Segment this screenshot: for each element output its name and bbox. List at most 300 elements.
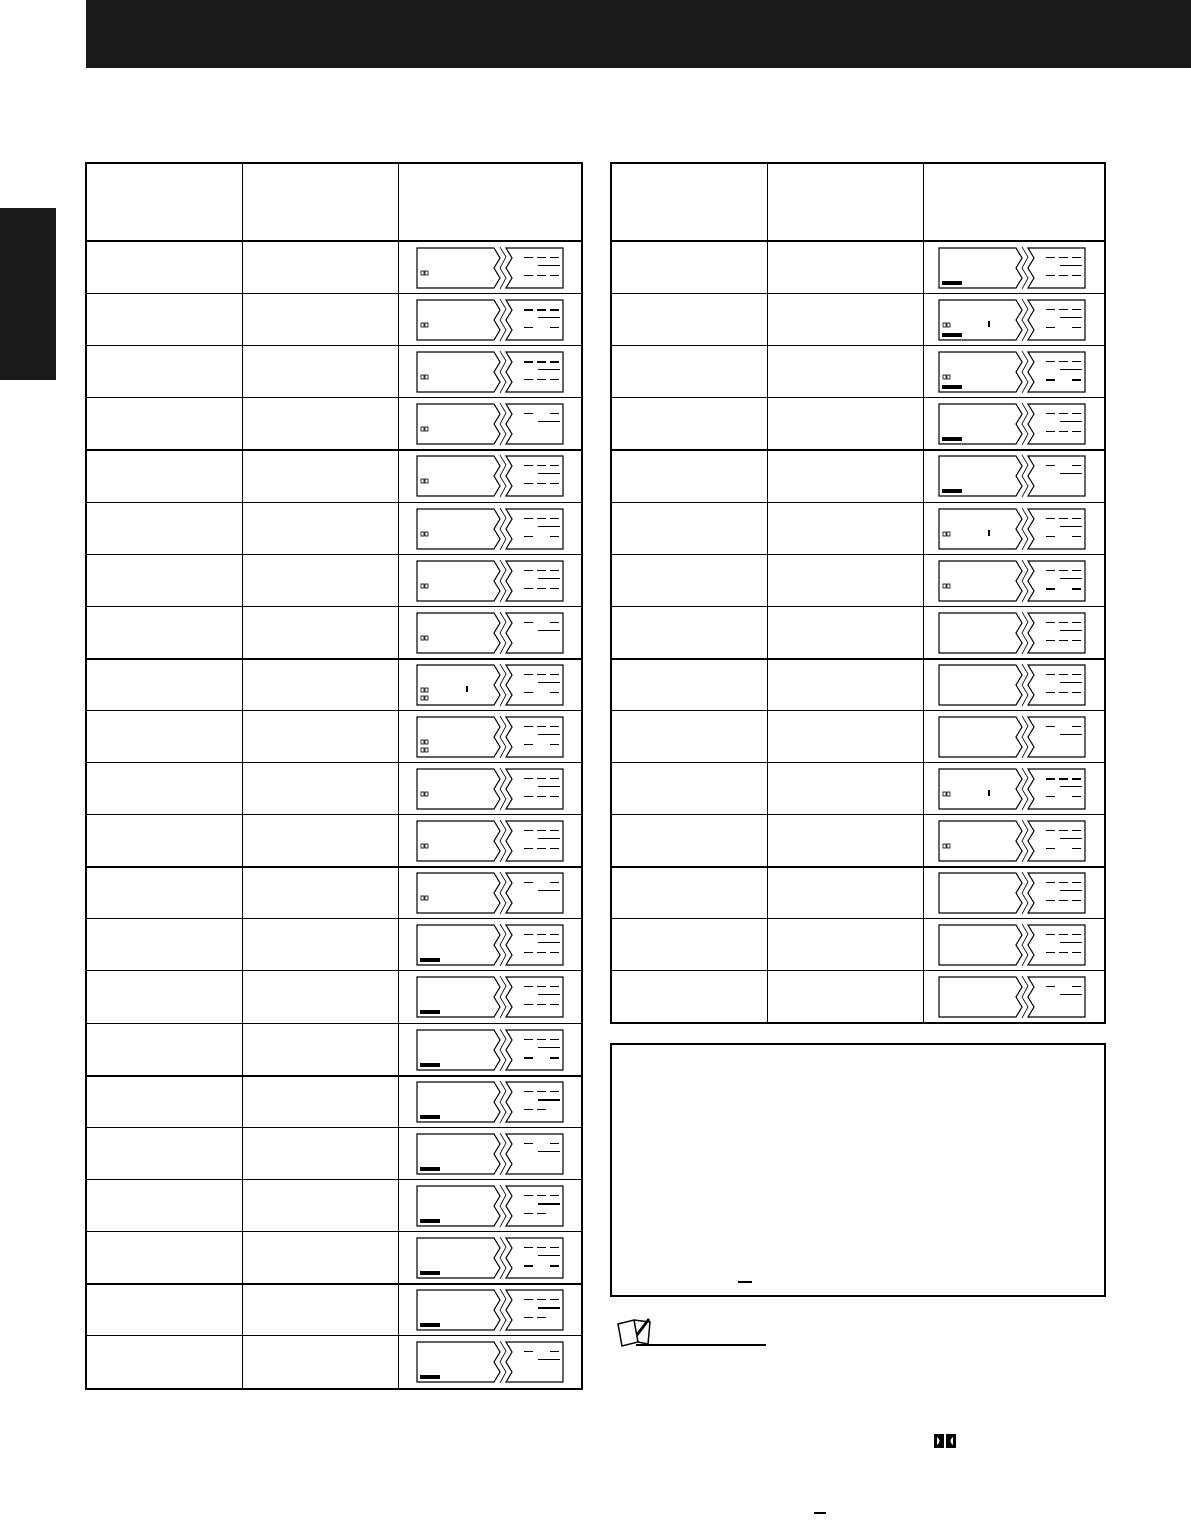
display-segment [537, 934, 546, 935]
dts-logo-icon [420, 1010, 440, 1014]
dolby-tag-icon [425, 896, 428, 900]
display-segment [538, 1203, 560, 1205]
display-illustration [938, 508, 1086, 550]
display-illustration [938, 664, 1086, 706]
display-segment [1072, 275, 1081, 276]
indicator-mark [466, 686, 468, 692]
display-segment [1072, 640, 1081, 641]
display-right-panel [1028, 769, 1085, 809]
display-left-panel [939, 977, 1022, 1017]
display-segment [550, 674, 559, 675]
display-segment [550, 1299, 559, 1300]
display-segment [550, 952, 559, 953]
display-segment [550, 848, 559, 849]
display-left-panel [939, 613, 1022, 653]
display-segment [1072, 778, 1081, 780]
display-segment [1046, 882, 1055, 883]
display-break-line [1022, 247, 1028, 289]
display-right-panel [1028, 404, 1085, 444]
column-divider-1 [242, 164, 243, 1388]
display-segment [1046, 900, 1055, 901]
dts-logo-icon [942, 489, 962, 493]
display-right-panel [506, 248, 563, 288]
display-segment [538, 942, 560, 943]
display-segment [524, 309, 533, 311]
display-segment [538, 890, 560, 891]
display-segment [550, 778, 559, 779]
display-segment [524, 1057, 533, 1059]
dolby-tag-icon [425, 636, 428, 640]
display-segment [550, 986, 559, 987]
display-segment [524, 726, 533, 727]
display-segment [538, 994, 560, 995]
display-break-line [500, 976, 506, 1018]
display-segment [1060, 421, 1082, 422]
display-segment [550, 327, 559, 328]
row-divider [87, 918, 581, 919]
display-segment [538, 1255, 560, 1256]
display-segment [537, 830, 546, 831]
dolby-tag-icon [425, 792, 428, 796]
row-divider [87, 814, 581, 815]
display-left-panel [939, 873, 1022, 913]
row-divider [87, 1231, 581, 1232]
display-segment [538, 734, 560, 735]
display-break-line [1022, 768, 1028, 810]
display-left-panel [939, 769, 1022, 809]
display-segment [524, 1091, 533, 1092]
display-segment [1059, 413, 1068, 414]
dolby-tag-icon [421, 427, 424, 431]
display-segment [550, 1265, 559, 1267]
display-illustration [416, 612, 564, 654]
display-segment [524, 1195, 533, 1196]
display-segment [1060, 473, 1082, 474]
display-segment [524, 588, 533, 589]
notice-box [610, 1043, 1106, 1297]
dolby-tag-icon [421, 584, 424, 588]
left-table [85, 162, 583, 1390]
display-break-line [500, 612, 506, 654]
display-illustration [416, 299, 564, 341]
display-segment [537, 518, 546, 519]
display-illustration [416, 1133, 564, 1175]
display-segment [1046, 640, 1055, 641]
dts-logo-icon [420, 1271, 440, 1275]
display-segment [1072, 518, 1081, 519]
display-segment [1072, 570, 1081, 571]
display-segment [538, 1047, 560, 1048]
display-segment [550, 934, 559, 935]
display-right-panel [1028, 873, 1085, 913]
dts-logo-icon [420, 1375, 440, 1379]
header-separator [612, 240, 1104, 242]
display-segment [1072, 848, 1081, 849]
display-illustration [416, 351, 564, 393]
dolby-tag-icon [421, 532, 424, 536]
display-segment [524, 1004, 533, 1005]
display-segment [1046, 327, 1055, 328]
dolby-tag-icon [943, 532, 946, 536]
display-segment [550, 588, 559, 589]
display-segment [537, 483, 546, 484]
dts-logo-icon [420, 1063, 440, 1067]
display-break-line [1022, 924, 1028, 966]
display-illustration [938, 247, 1086, 289]
display-segment [524, 536, 533, 537]
display-left-panel [417, 769, 500, 809]
display-right-panel [1028, 561, 1085, 601]
row-divider [612, 293, 1104, 294]
display-segment [524, 674, 533, 675]
display-segment [537, 986, 546, 987]
display-segment [1046, 431, 1055, 432]
display-illustration [938, 351, 1086, 393]
display-segment [1046, 692, 1055, 693]
display-right-panel [506, 456, 563, 496]
display-segment [524, 275, 533, 276]
header-separator [87, 240, 581, 242]
display-segment [1072, 726, 1081, 727]
display-segment [1059, 640, 1068, 641]
display-segment [524, 1143, 533, 1144]
display-left-panel [939, 561, 1022, 601]
display-illustration [938, 768, 1086, 810]
display-break-line [500, 403, 506, 445]
display-left-panel [939, 717, 1022, 757]
display-break-line [1022, 716, 1028, 758]
dts-logo-icon [942, 385, 962, 389]
display-illustration [416, 924, 564, 966]
side-tab [0, 208, 56, 380]
display-segment [524, 518, 533, 519]
display-segment [537, 848, 546, 849]
row-divider [612, 554, 1104, 555]
display-illustration [416, 1289, 564, 1331]
display-segment [537, 796, 546, 797]
display-break-line [500, 1341, 506, 1383]
display-segment [524, 1039, 533, 1040]
dolby-tag-icon [425, 696, 428, 700]
row-divider [612, 814, 1104, 815]
display-segment [1059, 674, 1068, 675]
row-divider [612, 710, 1104, 711]
display-left-panel [939, 509, 1022, 549]
dolby-tag-icon [421, 696, 424, 700]
display-segment [550, 309, 559, 311]
display-segment [1072, 986, 1081, 987]
display-segment [537, 1039, 546, 1040]
row-divider [87, 710, 581, 711]
display-segment [538, 682, 560, 683]
display-right-panel [1028, 665, 1085, 705]
display-segment [1072, 692, 1081, 693]
display-segment [524, 692, 533, 693]
display-segment [538, 1307, 560, 1309]
display-illustration [416, 560, 564, 602]
display-right-panel [1028, 300, 1085, 340]
display-segment [1059, 257, 1068, 258]
display-segment [1072, 431, 1081, 432]
dolby-tag-icon [425, 532, 428, 536]
dolby-tag-icon [943, 584, 946, 588]
display-segment [1046, 796, 1055, 797]
display-segment [524, 796, 533, 797]
display-segment [1059, 361, 1068, 362]
display-illustration [416, 1185, 564, 1227]
display-right-panel [506, 1030, 563, 1070]
dash-mark [814, 1512, 826, 1514]
display-segment [537, 1091, 546, 1092]
notes-underline [636, 1344, 766, 1346]
row-divider [87, 449, 581, 451]
display-illustration [416, 768, 564, 810]
display-segment [1072, 830, 1081, 831]
display-segment [1072, 674, 1081, 675]
display-segment [1046, 275, 1055, 276]
dolby-tag-icon [425, 427, 428, 431]
display-segment [1059, 570, 1068, 571]
row-divider [87, 1075, 581, 1077]
display-right-panel [506, 769, 563, 809]
display-segment [524, 483, 533, 484]
display-segment [1072, 361, 1081, 362]
display-segment [1046, 622, 1055, 623]
display-left-panel [417, 665, 500, 705]
dolby-tag-icon [421, 636, 424, 640]
display-segment [524, 1317, 533, 1318]
indicator-mark [988, 790, 990, 796]
display-illustration [938, 403, 1086, 445]
display-break-line [500, 351, 506, 393]
row-divider [612, 502, 1104, 503]
display-segment [537, 570, 546, 571]
display-segment [524, 1213, 533, 1214]
display-segment [537, 379, 546, 380]
display-segment [524, 1351, 533, 1352]
display-segment [1072, 588, 1081, 590]
display-right-panel [1028, 717, 1085, 757]
display-segment [1060, 317, 1082, 318]
display-illustration [416, 872, 564, 914]
display-right-panel [1028, 456, 1085, 496]
display-segment [524, 1265, 533, 1267]
row-divider [87, 1023, 581, 1024]
display-segment [1046, 848, 1055, 849]
display-segment [1059, 830, 1068, 831]
display-break-line [500, 455, 506, 497]
row-divider [612, 449, 1104, 451]
display-break-line [1022, 508, 1028, 550]
dolby-tag-icon [947, 532, 950, 536]
row-divider [87, 293, 581, 294]
display-segment [1060, 786, 1082, 787]
display-right-panel [1028, 925, 1085, 965]
dolby-tag-icon [421, 323, 424, 327]
display-left-panel [417, 873, 500, 913]
dolby-tag-icon [421, 844, 424, 848]
display-segment [524, 622, 533, 623]
display-left-panel [417, 561, 500, 601]
display-segment [1046, 518, 1055, 519]
display-segment [1046, 465, 1055, 466]
display-segment [524, 986, 533, 987]
display-break-line [1022, 612, 1028, 654]
display-break-line [500, 1081, 506, 1123]
dolby-tag-icon [943, 375, 946, 379]
display-break-line [500, 1237, 506, 1279]
display-segment [1046, 361, 1055, 362]
dolby-tag-icon [947, 584, 950, 588]
display-segment [1072, 796, 1081, 797]
display-segment [538, 265, 560, 266]
display-segment [550, 413, 559, 414]
display-right-panel [506, 613, 563, 653]
display-segment [1059, 431, 1068, 432]
display-segment [1046, 952, 1055, 953]
display-right-panel [506, 1186, 563, 1226]
display-segment [550, 830, 559, 831]
display-right-panel [506, 977, 563, 1017]
display-right-panel [506, 1082, 563, 1122]
display-segment [1060, 942, 1082, 943]
display-segment [1046, 726, 1055, 727]
display-segment [524, 465, 533, 466]
display-segment [538, 630, 560, 631]
display-segment [550, 622, 559, 623]
display-segment [524, 882, 533, 883]
display-segment [1046, 830, 1055, 831]
display-segment [550, 1351, 559, 1352]
indicator-mark [988, 321, 990, 327]
display-left-panel [939, 665, 1022, 705]
display-right-panel [506, 1290, 563, 1330]
dts-logo-icon [942, 333, 962, 337]
display-illustration [416, 1081, 564, 1123]
display-segment [1046, 778, 1055, 780]
display-break-line [500, 768, 506, 810]
display-left-panel [939, 821, 1022, 861]
dolby-tag-icon [425, 748, 428, 752]
row-divider [87, 658, 581, 660]
display-segment [550, 570, 559, 571]
display-segment [550, 882, 559, 883]
display-right-panel [506, 404, 563, 444]
display-segment [538, 421, 560, 422]
display-segment [550, 518, 559, 519]
dolby-tag-icon [425, 584, 428, 588]
display-right-panel [506, 509, 563, 549]
display-segment [550, 1057, 559, 1059]
indicator-mark [988, 530, 990, 536]
display-illustration [416, 1341, 564, 1383]
display-segment [550, 379, 559, 380]
display-break-line [500, 247, 506, 289]
display-break-line [500, 508, 506, 550]
display-break-line [500, 716, 506, 758]
display-segment [1046, 934, 1055, 935]
display-segment [524, 744, 533, 745]
display-left-panel [417, 456, 500, 496]
display-left-panel [417, 509, 500, 549]
display-right-panel [1028, 352, 1085, 392]
display-segment [524, 952, 533, 953]
display-segment [1072, 952, 1081, 953]
dts-logo-icon [420, 1323, 440, 1327]
row-divider [612, 397, 1104, 398]
display-right-panel [506, 1238, 563, 1278]
display-illustration [938, 612, 1086, 654]
display-segment [538, 578, 560, 579]
display-segment [550, 1004, 559, 1005]
display-break-line [500, 820, 506, 862]
row-divider [87, 1283, 581, 1285]
dts-logo-icon [942, 281, 962, 285]
display-illustration [416, 1237, 564, 1279]
display-segment [1072, 309, 1081, 310]
display-segment [538, 1099, 560, 1101]
display-segment [1060, 734, 1082, 735]
display-segment [1059, 309, 1068, 310]
display-break-line [500, 664, 506, 706]
display-segment [1060, 265, 1082, 266]
display-segment [524, 570, 533, 571]
row-divider [87, 1127, 581, 1128]
display-segment [1072, 934, 1081, 935]
display-break-line [1022, 455, 1028, 497]
display-segment [550, 1247, 559, 1248]
display-segment [1059, 518, 1068, 519]
display-right-panel [506, 561, 563, 601]
display-segment [524, 413, 533, 414]
display-left-panel [417, 248, 500, 288]
display-illustration [938, 716, 1086, 758]
display-segment [538, 1359, 560, 1360]
display-segment [1059, 778, 1068, 780]
display-segment [1060, 994, 1082, 995]
dts-logo-icon [420, 1167, 440, 1171]
display-illustration [416, 976, 564, 1018]
display-break-line [1022, 299, 1028, 341]
display-break-line [1022, 560, 1028, 602]
header-bar [86, 0, 1191, 68]
display-segment [1059, 622, 1068, 623]
display-right-panel [506, 873, 563, 913]
display-right-panel [1028, 613, 1085, 653]
row-divider [612, 606, 1104, 607]
display-illustration [416, 403, 564, 445]
display-break-line [1022, 820, 1028, 862]
display-segment [524, 1299, 533, 1300]
display-segment [550, 275, 559, 276]
display-segment [1072, 257, 1081, 258]
display-segment [1046, 536, 1055, 537]
display-segment [1060, 630, 1082, 631]
dolby-tag-icon [421, 271, 424, 275]
display-break-line [500, 1029, 506, 1071]
row-divider [87, 970, 581, 971]
dolby-tag-icon [421, 375, 424, 379]
display-segment [1060, 890, 1082, 891]
display-segment [537, 309, 546, 311]
row-divider [87, 554, 581, 555]
display-break-line [1022, 872, 1028, 914]
display-segment [537, 588, 546, 589]
dts-logo-icon [420, 1115, 440, 1119]
dolby-tag-icon [947, 844, 950, 848]
display-illustration [416, 247, 564, 289]
display-illustration [938, 455, 1086, 497]
